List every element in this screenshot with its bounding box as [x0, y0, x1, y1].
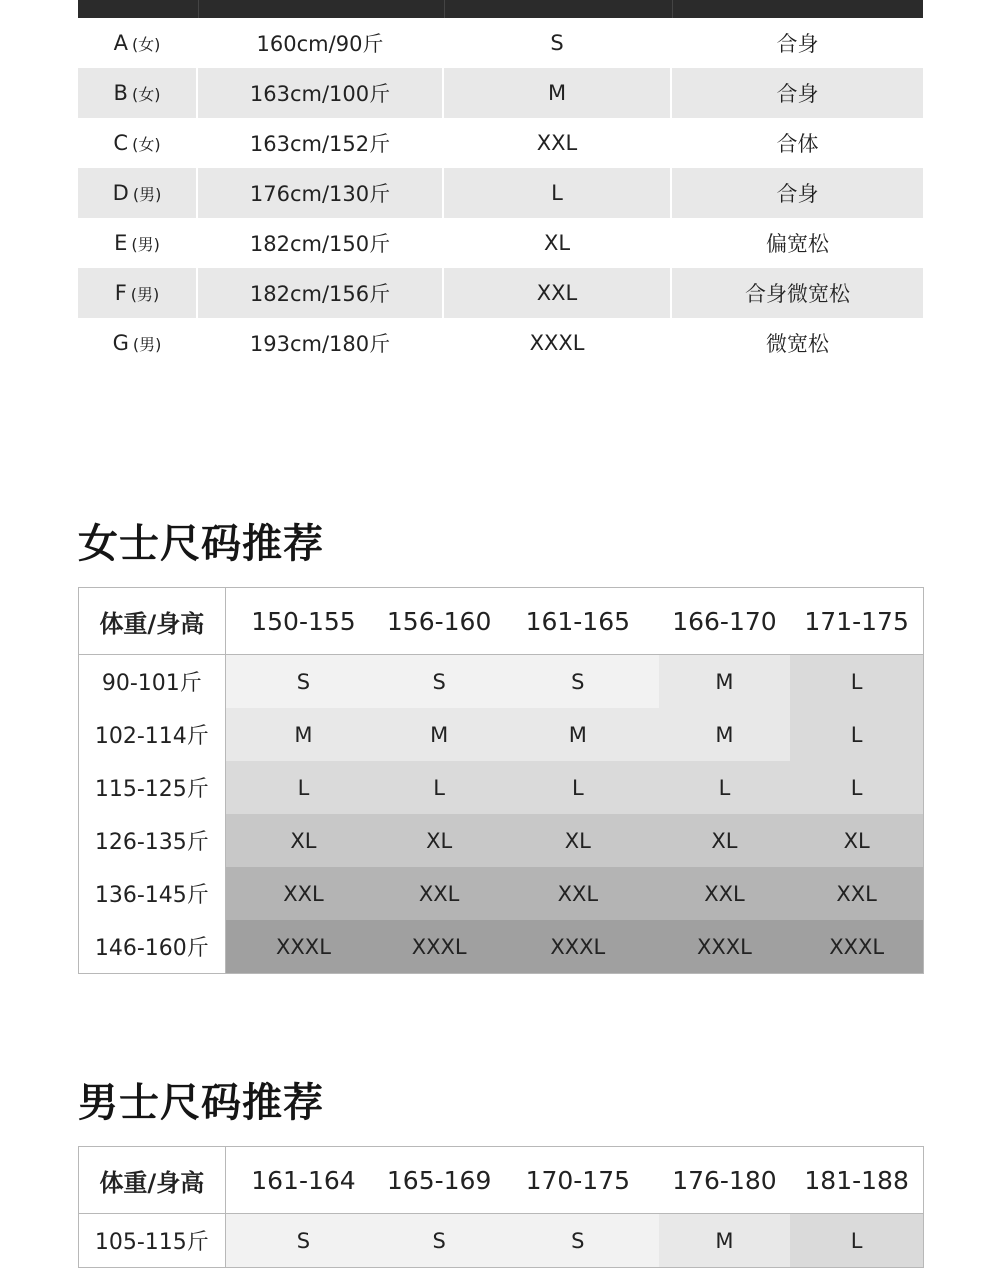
height-column-header: 165-169	[386, 1165, 492, 1195]
size-cell: XXXL	[497, 920, 659, 973]
size-cell: L	[790, 655, 923, 708]
model-cell	[78, 268, 198, 318]
height-column-header: 161-165	[525, 606, 631, 636]
model-gender: (男)	[130, 284, 160, 304]
size-cell: M	[659, 708, 791, 761]
model-table-header	[78, 0, 923, 18]
header-cell	[78, 0, 199, 18]
size-row	[79, 708, 923, 761]
size-cell: XL	[226, 814, 382, 867]
size-cell: XXXL	[226, 920, 382, 973]
model-body-stats: 160cm/90斤	[198, 18, 444, 68]
size-cell: S	[497, 1214, 659, 1267]
model-size: L	[444, 168, 672, 218]
size-cell: XL	[381, 814, 497, 867]
size-cell: XXL	[497, 867, 659, 920]
model-row	[78, 18, 923, 68]
size-cell: M	[226, 708, 382, 761]
model-gender: (男)	[132, 334, 162, 354]
model-letter: E	[114, 231, 128, 255]
height-column-header: 161-164	[251, 1165, 356, 1195]
size-cell: XXL	[659, 867, 791, 920]
model-size: S	[444, 18, 672, 68]
size-cell: L	[659, 761, 791, 814]
model-size: XL	[444, 218, 672, 268]
model-size: XXL	[444, 268, 672, 318]
size-cell: L	[381, 761, 497, 814]
size-cell: S	[381, 655, 497, 708]
model-cell	[78, 118, 198, 168]
model-body-stats: 163cm/100斤	[198, 68, 444, 118]
weight-range-label: 90-101斤	[79, 655, 226, 708]
height-column-header: 150-155	[251, 606, 356, 636]
model-body-stats: 163cm/152斤	[198, 118, 444, 168]
size-cell: XXL	[381, 867, 497, 920]
weight-height-corner: 体重/身高	[79, 1147, 226, 1213]
men-size-header	[79, 1147, 923, 1214]
model-letter: C	[113, 131, 129, 155]
model-gender: (女)	[131, 34, 161, 54]
size-cell: S	[497, 655, 659, 708]
model-fit: 合体	[776, 132, 819, 156]
size-row	[79, 655, 923, 708]
model-cell	[78, 168, 198, 218]
size-cell: XXL	[226, 867, 382, 920]
weight-range-label: 146-160斤	[79, 920, 226, 973]
header-cell	[673, 0, 923, 18]
model-body-stats: 176cm/130斤	[198, 168, 444, 218]
size-cell: XXXL	[790, 920, 923, 973]
model-table-body	[78, 18, 923, 368]
model-fit-table	[78, 0, 923, 368]
men-size-table	[78, 1146, 924, 1268]
model-size: XXL	[444, 118, 672, 168]
women-size-title: 女士尺码推荐	[78, 521, 324, 567]
model-cell	[78, 18, 198, 68]
size-row	[79, 761, 923, 814]
model-gender: (女)	[131, 84, 161, 104]
model-letter: A	[113, 31, 128, 55]
men-size-body	[79, 1214, 923, 1267]
weight-range-label: 136-145斤	[79, 867, 226, 920]
model-body-stats: 182cm/150斤	[198, 218, 444, 268]
weight-range-label: 105-115斤	[79, 1214, 226, 1267]
model-gender: (男)	[131, 234, 160, 254]
model-gender: (女)	[132, 134, 161, 154]
weight-range-label: 126-135斤	[79, 814, 226, 867]
model-letter: F	[114, 281, 127, 305]
size-cell: M	[659, 655, 791, 708]
size-cell: L	[226, 761, 382, 814]
size-cell: L	[790, 1214, 923, 1267]
height-column-header: 176-180	[672, 1165, 777, 1195]
size-row	[79, 867, 923, 920]
header-cell	[445, 0, 673, 18]
model-row	[78, 218, 923, 268]
size-cell: M	[497, 708, 659, 761]
model-size: M	[444, 68, 672, 118]
header-cell	[199, 0, 445, 18]
model-row	[78, 168, 923, 218]
size-row	[79, 1214, 923, 1267]
height-column-header: 170-175	[525, 1165, 631, 1195]
size-cell: S	[226, 1214, 382, 1267]
size-cell: XL	[790, 814, 923, 867]
height-column-header: 156-160	[386, 606, 492, 636]
model-fit: 合身	[776, 182, 819, 206]
size-cell: M	[381, 708, 497, 761]
model-gender: (男)	[132, 184, 162, 204]
height-column-header: 171-175	[804, 606, 909, 636]
size-cell: L	[790, 708, 923, 761]
model-body-stats: 193cm/180斤	[198, 318, 444, 368]
model-cell	[78, 218, 198, 268]
size-cell: XL	[659, 814, 791, 867]
model-cell	[78, 68, 198, 118]
model-fit: 微宽松	[766, 332, 829, 356]
model-letter: D	[112, 181, 129, 205]
men-size-title: 男士尺码推荐	[78, 1080, 324, 1126]
model-fit: 合身微宽松	[745, 282, 850, 306]
model-row	[78, 118, 923, 168]
size-cell: S	[226, 655, 382, 708]
weight-range-label: 115-125斤	[79, 761, 226, 814]
model-row	[78, 318, 923, 368]
size-cell: L	[497, 761, 659, 814]
model-cell	[78, 318, 198, 368]
model-row	[78, 68, 923, 118]
model-size: XXXL	[444, 318, 672, 368]
height-column-header: 166-170	[672, 606, 777, 636]
women-size-header	[79, 588, 923, 655]
height-column-header: 181-188	[804, 1165, 909, 1195]
size-row	[79, 814, 923, 867]
size-cell: XL	[497, 814, 659, 867]
model-fit: 合身	[776, 82, 819, 106]
size-cell: XXXL	[659, 920, 791, 973]
model-letter: G	[112, 331, 129, 355]
size-row	[79, 920, 923, 973]
weight-height-corner: 体重/身高	[79, 588, 226, 654]
size-cell: L	[790, 761, 923, 814]
model-fit: 合身	[776, 32, 819, 56]
size-cell: XXXL	[381, 920, 497, 973]
women-size-table	[78, 587, 924, 974]
size-cell: XXL	[790, 867, 923, 920]
women-size-body	[79, 655, 923, 973]
size-cell: S	[381, 1214, 497, 1267]
model-letter: B	[113, 81, 128, 105]
model-body-stats: 182cm/156斤	[198, 268, 444, 318]
size-cell: M	[659, 1214, 791, 1267]
weight-range-label: 102-114斤	[79, 708, 226, 761]
model-row	[78, 268, 923, 318]
model-fit: 偏宽松	[766, 232, 829, 256]
